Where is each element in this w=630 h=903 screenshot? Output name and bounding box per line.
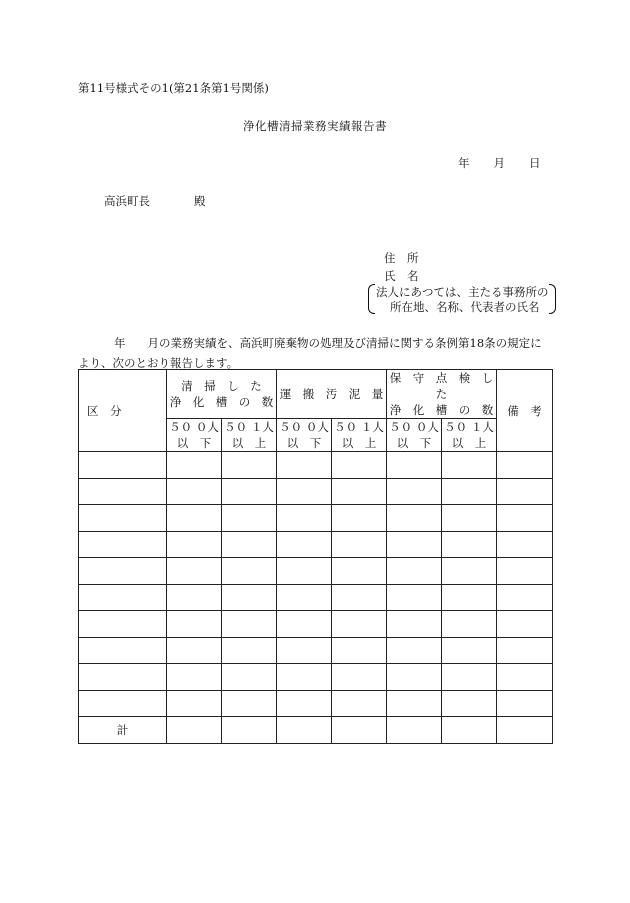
address-label: 住 所 — [384, 251, 419, 265]
sub-line1: ５０ ０人 — [279, 420, 329, 434]
table-cell[interactable] — [497, 664, 553, 691]
table-cell[interactable] — [387, 452, 442, 479]
table-cell[interactable] — [277, 690, 332, 717]
table-cell[interactable] — [277, 584, 332, 611]
table-cell[interactable] — [497, 531, 553, 558]
table-cell[interactable] — [442, 717, 497, 744]
date-day: 日 — [529, 156, 541, 170]
table-cell[interactable] — [387, 478, 442, 505]
table-cell[interactable] — [222, 584, 277, 611]
table-cell[interactable] — [497, 584, 553, 611]
table-cell[interactable] — [332, 637, 387, 664]
table-cell[interactable] — [222, 611, 277, 638]
table-cell[interactable] — [387, 717, 442, 744]
table-cell[interactable] — [167, 717, 222, 744]
header-category — [79, 370, 167, 452]
table-cell[interactable] — [277, 452, 332, 479]
table-row — [79, 558, 553, 585]
sub-cleaned-501-above — [222, 419, 277, 452]
sub-line2: 以 上 — [231, 436, 267, 450]
table-cell[interactable] — [497, 690, 553, 717]
table-cell[interactable] — [332, 690, 387, 717]
table-cell[interactable] — [497, 452, 553, 479]
table-cell[interactable] — [332, 558, 387, 585]
body-text — [78, 333, 553, 373]
table-cell[interactable] — [79, 531, 167, 558]
table-row — [79, 664, 553, 691]
sub-line2: 以 下 — [176, 436, 212, 450]
table-cell[interactable] — [442, 584, 497, 611]
sub-inspected-500-below — [387, 419, 442, 452]
table-cell[interactable] — [222, 531, 277, 558]
table-cell[interactable] — [497, 717, 553, 744]
table-cell[interactable] — [222, 664, 277, 691]
header-remarks: 備 考 — [497, 370, 553, 452]
table-cell[interactable] — [222, 478, 277, 505]
table-cell[interactable] — [167, 558, 222, 585]
table-cell[interactable] — [442, 690, 497, 717]
form-number: 第11号様式その1(第21条第1号関係) — [78, 81, 269, 95]
table-cell[interactable] — [497, 637, 553, 664]
table-cell[interactable] — [442, 505, 497, 532]
table-cell[interactable] — [442, 611, 497, 638]
table-cell[interactable] — [332, 478, 387, 505]
table-cell[interactable] — [79, 690, 167, 717]
table-cell[interactable] — [167, 690, 222, 717]
table-cell[interactable] — [222, 505, 277, 532]
table-cell[interactable] — [332, 584, 387, 611]
sub-line1: ５０ １人 — [334, 420, 384, 434]
table-cell[interactable] — [387, 611, 442, 638]
header-cleaned-line1: 清 掃 し た — [181, 379, 262, 393]
table-cell[interactable] — [497, 478, 553, 505]
table-cell[interactable] — [79, 558, 167, 585]
header-inspected — [387, 370, 505, 419]
header-cleaned — [167, 370, 277, 419]
table-cell[interactable] — [332, 611, 387, 638]
report-table — [78, 369, 553, 744]
table-cell[interactable] — [222, 452, 277, 479]
table-cell[interactable] — [222, 690, 277, 717]
table-cell[interactable] — [277, 611, 332, 638]
sub-line1: ５０ １人 — [444, 420, 494, 434]
total-label: 計 — [79, 717, 167, 744]
sub-line2: 以 上 — [451, 436, 487, 450]
table-row — [79, 637, 553, 664]
table-row — [79, 584, 553, 611]
sub-sludge-500-below — [277, 419, 332, 452]
total-row — [79, 717, 553, 744]
table-cell[interactable] — [277, 478, 332, 505]
table-cell[interactable] — [442, 558, 497, 585]
table-cell[interactable] — [332, 452, 387, 479]
name-label: 氏 名 — [384, 269, 419, 283]
table-cell[interactable] — [167, 584, 222, 611]
table-cell[interactable] — [79, 505, 167, 532]
sub-line1: ５０ ０人 — [389, 420, 439, 434]
table-cell[interactable] — [442, 478, 497, 505]
addressee-honorific: 殿 — [194, 194, 206, 208]
right-bracket — [549, 284, 556, 314]
addressee-name: 高浜町長 — [104, 194, 150, 208]
sub-sludge-501-above — [332, 419, 387, 452]
table-cell[interactable] — [277, 664, 332, 691]
header-sludge: 運 搬 汚 泥 量 — [277, 370, 387, 419]
sub-line1: ５０ ０人 — [169, 420, 219, 434]
sub-inspected-501-above — [442, 419, 497, 452]
addressee — [104, 193, 206, 209]
header-inspected-line2: 浄 化 槽 の 数 — [389, 403, 494, 417]
table-row — [79, 505, 553, 532]
table-cell[interactable] — [332, 505, 387, 532]
corporation-note — [368, 284, 556, 314]
table-cell[interactable] — [79, 611, 167, 638]
date-year: 年 — [458, 156, 470, 170]
table-cell[interactable] — [79, 637, 167, 664]
corporation-note-line2: 所在地、名称、代表者の氏名 — [390, 300, 540, 314]
table-cell[interactable] — [442, 664, 497, 691]
table-cell[interactable] — [222, 637, 277, 664]
table-cell[interactable] — [167, 664, 222, 691]
table-cell[interactable] — [167, 531, 222, 558]
table-cell[interactable] — [222, 717, 277, 744]
table-cell[interactable] — [79, 664, 167, 691]
table-cell[interactable] — [79, 452, 167, 479]
table-cell[interactable] — [442, 531, 497, 558]
table-cell[interactable] — [332, 664, 387, 691]
table-row — [79, 611, 553, 638]
left-bracket — [368, 284, 375, 314]
header-category-label: 区 分 — [87, 403, 122, 418]
table-row — [79, 690, 553, 717]
table-cell[interactable] — [79, 584, 167, 611]
table-cell[interactable] — [387, 505, 442, 532]
sub-line2: 以 上 — [341, 436, 377, 450]
table-cell[interactable] — [387, 664, 442, 691]
table-row — [79, 531, 553, 558]
table-cell[interactable] — [167, 478, 222, 505]
table-row — [79, 478, 553, 505]
table-cell[interactable] — [497, 558, 553, 585]
table-cell[interactable] — [277, 531, 332, 558]
header-cleaned-line2: 浄 化 槽 の 数 — [169, 395, 274, 409]
sub-line2: 以 下 — [286, 436, 322, 450]
table-cell[interactable] — [222, 558, 277, 585]
date-month: 月 — [493, 156, 505, 170]
table-cell[interactable] — [277, 637, 332, 664]
table-cell[interactable] — [332, 531, 387, 558]
table-cell[interactable] — [387, 690, 442, 717]
table-cell[interactable] — [497, 611, 553, 638]
table-cell[interactable] — [167, 637, 222, 664]
table-cell[interactable] — [332, 717, 387, 744]
table-cell[interactable] — [277, 505, 332, 532]
sub-line1: ５０ １人 — [224, 420, 274, 434]
table-cell[interactable] — [277, 717, 332, 744]
corporation-note-line1: 法人にあつては、主たる事務所の — [376, 285, 549, 299]
table-cell[interactable] — [387, 584, 442, 611]
sub-line2: 以 下 — [396, 436, 432, 450]
body-year: 年 — [114, 336, 126, 350]
table-cell[interactable] — [167, 505, 222, 532]
table-cell[interactable] — [167, 611, 222, 638]
table-cell[interactable] — [277, 558, 332, 585]
table-cell[interactable] — [387, 531, 442, 558]
table-row — [79, 452, 553, 479]
table-cell[interactable] — [442, 452, 497, 479]
document-title: 浄化槽清掃業務実績報告書 — [243, 119, 387, 133]
body-month-text: 月の業務実績を、高浜町廃棄物の処理及び清掃に関する条例第18条の規定により、次のとおり報告します。 — [78, 336, 542, 370]
table-cell[interactable] — [497, 505, 553, 532]
table-cell[interactable] — [79, 478, 167, 505]
table-cell[interactable] — [442, 637, 497, 664]
table-cell[interactable] — [167, 452, 222, 479]
date-line — [458, 155, 541, 171]
table-cell[interactable] — [387, 637, 442, 664]
header-inspected-line1: 保 守 点 検 し た — [389, 371, 505, 401]
sub-cleaned-500-below — [167, 419, 222, 452]
table-cell[interactable] — [387, 558, 442, 585]
